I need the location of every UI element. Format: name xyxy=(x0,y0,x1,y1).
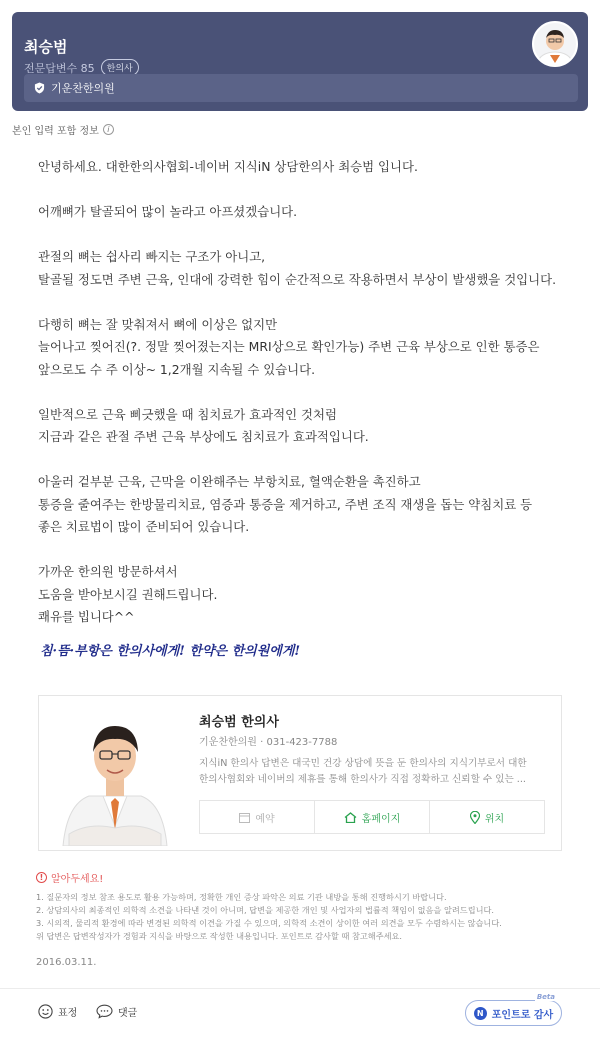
beta-tag: Beta xyxy=(536,993,555,1001)
answer-paragraph xyxy=(38,404,578,449)
doctor-photo xyxy=(59,704,171,846)
answer-line: 다행히 뼈는 잘 맞춰져서 뼈에 이상은 없지만 xyxy=(38,316,278,332)
answer-line: 아울러 겉부분 근육, 근막을 이완해주는 부항치료, 혈액순환을 촉진하고 xyxy=(38,474,421,489)
naver-pay-icon: N xyxy=(474,1007,487,1020)
notice-line: 2. 상담의사의 최종적인 의학적 소견을 나타낸 것이 아니며, 답변을 제공한 개인 및 사업자의 법률적 책임이 없음을 알려드립니다. xyxy=(36,905,495,915)
answer-line: 통증을 줄여주는 한방물리치료, 염증과 통증을 제거하고, 주변 조직 재생을 돕는 약침치료 등 xyxy=(38,496,533,512)
answer-line: 일반적으로 근육 삐긋했을 때 침치료가 효과적인 것처럼 xyxy=(38,406,337,422)
comment-button[interactable] xyxy=(96,1004,137,1019)
homepage-label: 홈페이지 xyxy=(361,813,401,825)
location-label: 위치 xyxy=(484,813,505,825)
home-icon xyxy=(344,812,357,823)
hospital-bar[interactable] xyxy=(24,74,578,102)
answer-body xyxy=(38,156,578,651)
answer-line: 관절의 뼈는 쉽사리 빠지는 구조가 아니고, xyxy=(38,249,266,264)
comment-label: 댓글 xyxy=(118,1008,138,1019)
answer-line: 쾌유를 빕니다^^ xyxy=(38,609,135,624)
comment-icon xyxy=(96,1004,113,1019)
footer-actions xyxy=(0,993,600,1028)
emotion-label: 표정 xyxy=(58,1008,78,1019)
homepage-button[interactable] xyxy=(315,801,430,833)
doctor-profile-card xyxy=(38,695,562,851)
location-button[interactable] xyxy=(430,801,544,833)
reserve-button[interactable] xyxy=(200,801,315,833)
role-badge: 한의사 xyxy=(101,59,139,76)
answer-paragraph xyxy=(38,561,578,629)
notice-line: 3. 시의적, 물리적 환경에 따라 변경된 의학적 이견을 가질 수 있으며, 의학적 소견이 상이한 여러 의견을 모두 수렴하시는 않습니다. xyxy=(36,918,502,928)
doctor-description[interactable] xyxy=(199,756,543,788)
expert-header-card xyxy=(12,12,588,111)
answer-line: 늘어나고 찢어진(?. 정말 찢어졌는지는 MRI상으로 확인가능) 주변 근육 부상으로 인한 통증은 xyxy=(38,339,540,354)
banner-image xyxy=(40,640,340,674)
info-label: 본인 입력 포함 정보 xyxy=(12,126,99,137)
self-input-info xyxy=(12,122,114,137)
answer-paragraph xyxy=(38,246,578,291)
description-line: 한의사협회와 네이버의 제휴를 통해 한의사가 직접 정확하고 신뢰할 수 있는 ... xyxy=(199,774,526,785)
answer-line: 가까운 한의원 방문하셔서 xyxy=(38,564,178,579)
doctor-name[interactable]: 최승범 한의사 xyxy=(199,715,279,730)
location-pin-icon xyxy=(470,811,480,824)
answer-line: 안녕하세요. 대한한의사협회-네이버 지식iN 상담한의사 최승범 입니다. xyxy=(38,159,418,174)
notice-line: 위 답변은 답변작성자가 경험과 지식을 바탕으로 작성한 내용입니다. 포인트로 감사할 때 참고해주세요. xyxy=(36,931,403,941)
notice-line: 1. 질문자의 정보 참조 용도로 활용 가능하며, 정확한 개인 증상 파악은 의료 기관 내방을 통해 진행하시기 바랍니다. xyxy=(36,892,447,902)
answer-date: 2016.03.11. xyxy=(36,957,97,968)
point-thanks-button[interactable] xyxy=(465,993,562,1026)
answer-line: 좋은 치료법이 많이 준비되어 있습니다. xyxy=(38,519,250,534)
doctor-hospital-phone: 기운찬한의원 · 031-423-7788 xyxy=(199,737,338,748)
answer-paragraph xyxy=(38,201,578,224)
answer-line: 도움을 받아보시길 권해드립니다. xyxy=(38,586,218,602)
expert-name[interactable]: 최승범 xyxy=(24,38,68,56)
notice-title-text: 알아두세요! xyxy=(51,874,104,885)
banner-text: 침·뜸·부항은 한의사에게! 한약은 한의원에게! xyxy=(40,644,301,659)
info-icon[interactable]: i xyxy=(103,124,114,135)
doctor-actions xyxy=(199,800,545,834)
calendar-icon xyxy=(239,812,250,823)
emotion-button[interactable] xyxy=(38,1004,77,1019)
hospital-name: 기운찬한의원 xyxy=(51,82,115,95)
point-thanks-label: 포인트로 감사 xyxy=(491,1009,554,1021)
description-line: 지식iN 한의사 답변은 대국민 건강 상담에 뜻을 둔 한의사의 지식기부로서 대한 xyxy=(199,758,527,769)
avatar[interactable] xyxy=(532,21,578,67)
answer-line: 지금과 같은 관절 주변 근육 부상에도 침치료가 효과적입니다. xyxy=(38,429,369,444)
answer-line: 탈골될 정도면 주변 근육, 인대에 강력한 힘이 순간적으로 작용하면서 부상이 발생했을 것입니다. xyxy=(38,271,557,287)
notice-box xyxy=(36,870,576,943)
answer-count: 전문답변수 85 xyxy=(24,61,95,75)
answer-paragraph xyxy=(38,156,578,179)
warning-icon: ! xyxy=(36,872,47,883)
notice-title xyxy=(36,870,576,885)
answer-paragraph xyxy=(38,471,578,539)
answer-line: 어깨뼈가 탈골되어 많이 놀라고 아프셨겠습니다. xyxy=(38,204,298,219)
smile-icon xyxy=(38,1004,53,1019)
answer-line: 앞으로도 수 주 이상~ 1,2개월 지속될 수 있습니다. xyxy=(38,361,316,377)
footer-divider xyxy=(0,988,600,989)
reserve-label: 예약 xyxy=(255,813,275,825)
answer-paragraph xyxy=(38,314,578,382)
verified-shield-icon xyxy=(34,82,45,94)
